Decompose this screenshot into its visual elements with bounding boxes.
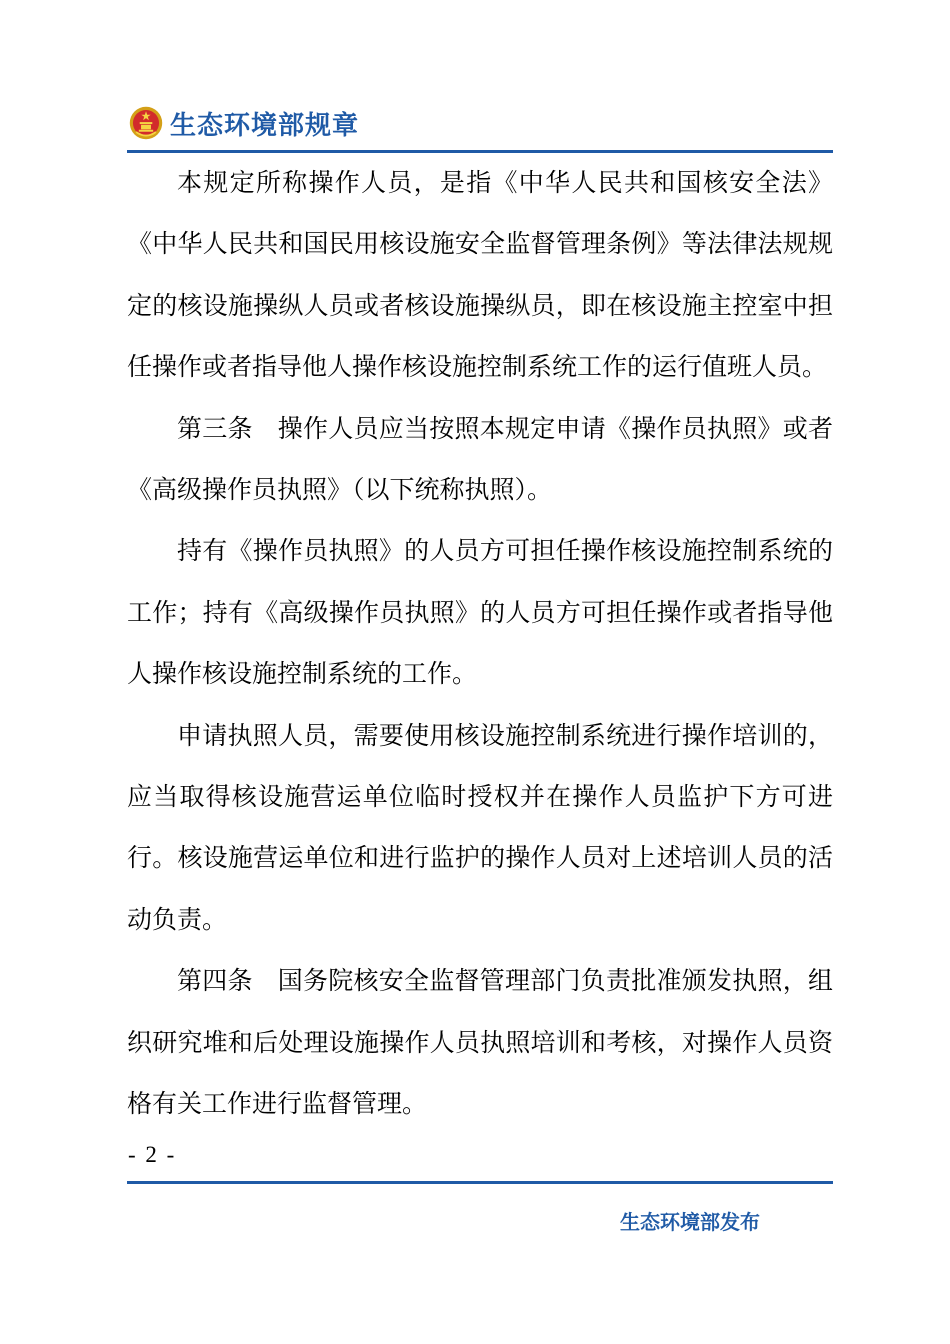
article-paragraph — [127, 950, 833, 1134]
paragraph-text: 持有《操作员执照》的人员方可担任操作核设施控制系统的工作；持有《高级操作员执照》的人员方可担任操作或者指导他人操作核设施控制系统的工作。 — [127, 536, 833, 689]
paragraph — [127, 520, 833, 704]
page-number: - 2 - — [128, 1142, 177, 1167]
header-title: 生态环境部规章 — [170, 110, 360, 141]
document-header — [128, 100, 359, 146]
paragraph-text: 申请执照人员，需要使用核设施控制系统进行操作培训的，应当取得核设施营运单位临时授权并在操作人员监护下方可进行。核设施营运单位和进行监护的操作人员对上述培训人员的活动负责。 — [127, 720, 833, 934]
article-number: 第三条 — [177, 413, 253, 443]
paragraph — [127, 705, 833, 951]
footer-publisher: 生态环境部发布 — [620, 1210, 760, 1234]
paragraph-text: 操作人员应当按照本规定申请《操作员执照》或者《高级操作员执照》（以下统称执照）。 — [127, 413, 833, 505]
national-emblem-icon — [128, 105, 164, 141]
article-paragraph — [127, 398, 833, 521]
paragraph — [127, 152, 833, 398]
footer-divider — [127, 1181, 833, 1184]
paragraph-text: 国务院核安全监督管理部门负责批准颁发执照，组织研究堆和后处理设施操作人员执照培训和考核，对操作人员资格有关工作进行监督管理。 — [127, 966, 833, 1119]
document-body — [127, 152, 833, 1135]
article-number: 第四条 — [177, 966, 253, 996]
paragraph-text: 本规定所称操作人员，是指《中华人民共和国核安全法》《中华人民共和国民用核设施安全监督管理条例》等法律法规规定的核设施操纵人员或者核设施操纵员，即在核设施主控室中担任操作或者指导他人操作核设施控制系统工作的运行值班人员。 — [127, 168, 833, 382]
